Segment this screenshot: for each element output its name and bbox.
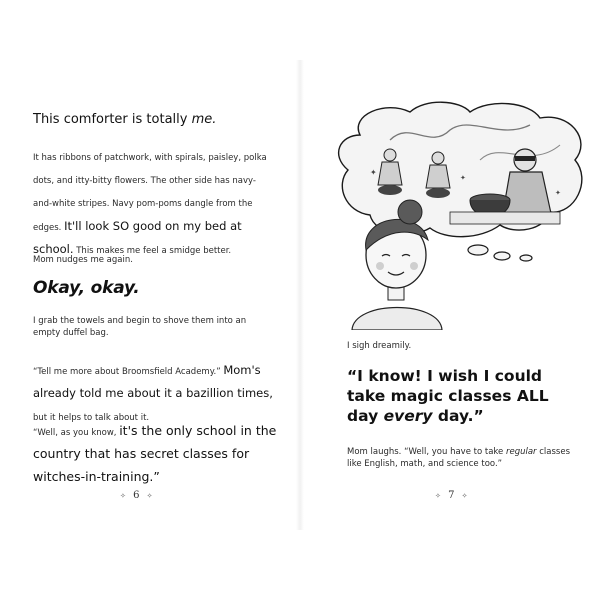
paragraph-mom-laughs: Mom laughs. “Well, you have to take regular classes like English, math, and science too.” bbox=[347, 447, 571, 470]
paragraph-okay: Okay, okay. bbox=[33, 278, 140, 298]
svg-text:✦: ✦ bbox=[460, 174, 466, 182]
paragraph-comforter: It has ribbons of patchwork, with spirals, paisley, polka dots, and itty-bitty flowers. The other side has navy-and-white stripes. Navy pom-poms dangle from the edges. It'll look SO good on my bed at school. This makes me feel a smidge better. bbox=[33, 153, 267, 256]
paragraph-only-school: “Well, as you know, it's the only school in the country that has secret classes for witches-in-training.” bbox=[33, 423, 277, 485]
thought-bubble bbox=[494, 252, 510, 260]
left-page-number: ✧ 6 ✧ bbox=[120, 490, 155, 501]
quote-magic-classes: “I know! I wish I could take magic classes ALL day every day.” bbox=[347, 367, 549, 426]
paragraph-broomsfield: “Tell me more about Broomsfield Academy.” Mom's already told me about it a bazillion times, but it helps to talk about it. bbox=[33, 363, 273, 424]
daydream-illustration bbox=[330, 100, 590, 330]
right-page bbox=[300, 0, 600, 600]
caption-sigh: I sigh dreamily. bbox=[347, 341, 412, 351]
ornament-icon: ✧ bbox=[120, 492, 128, 500]
thought-bubble bbox=[468, 245, 488, 255]
ornament-icon: ✧ bbox=[146, 492, 155, 500]
svg-text:✦: ✦ bbox=[555, 189, 561, 197]
right-page-number: ✧ 7 ✧ bbox=[435, 490, 470, 501]
paragraph-mom-nudges: Mom nudges me again. bbox=[33, 255, 133, 265]
ornament-icon: ✧ bbox=[461, 492, 470, 500]
paragraph-towels: I grab the towels and begin to shove them into an empty duffel bag. bbox=[33, 316, 247, 339]
ornament-icon: ✧ bbox=[435, 492, 443, 500]
left-heading: This comforter is totally me. bbox=[33, 112, 217, 127]
thought-bubble bbox=[520, 255, 532, 261]
svg-text:✦: ✦ bbox=[370, 168, 377, 177]
